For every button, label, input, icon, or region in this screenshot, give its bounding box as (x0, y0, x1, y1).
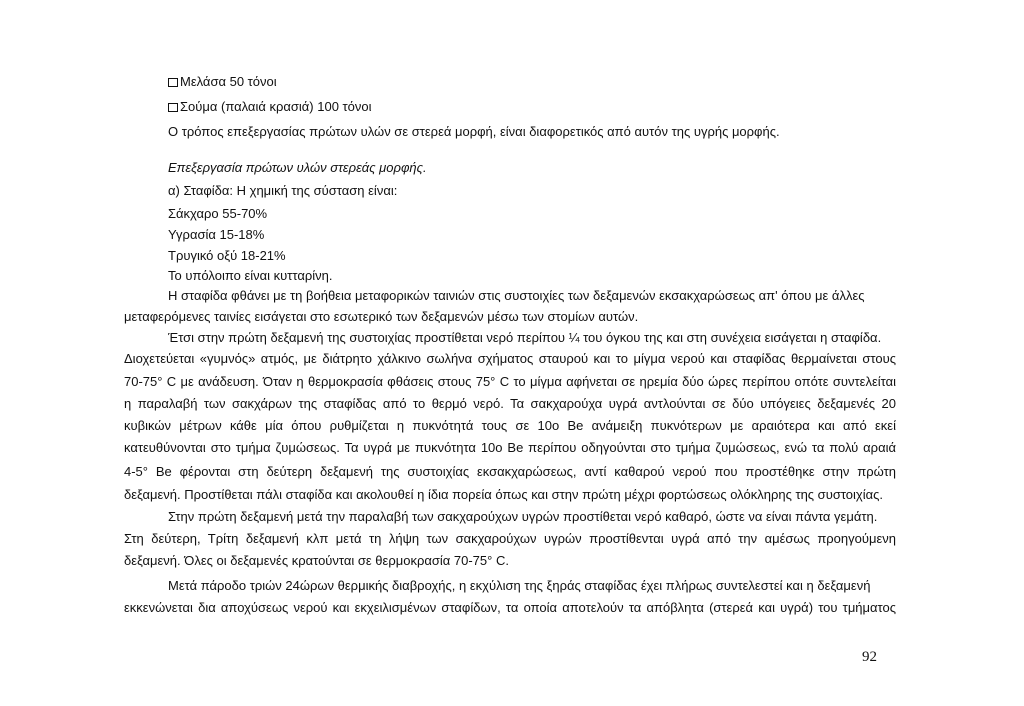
paragraph-line: Μετά πάροδο τριών 24ώρων θερμικής διαβροχής, η εκχύλιση της ξηράς σταφίδας έχει πλήρως συντελεστεί και η δεξαμενή (168, 578, 871, 593)
paragraph-line: Ο τρόπος επεξεργασίας πρώτων υλών σε στερεά μορφή, είναι διαφορετικός από αυτόν της υγρής μορφής. (168, 124, 780, 139)
section-heading: Επεξεργασία πρώτων υλών στερεάς μορφής. (168, 160, 427, 175)
bullet-item (168, 99, 940, 115)
paragraph-line: Στη δεύτερη, Τρίτη δεξαμενή κλπ μετά τη λήψη των σακχαρούχων υγρών προστίθενται υγρά από την αμέσως προηγούμενη (124, 531, 896, 546)
paragraph-line: η παραλαβή των σακχάρων της σταφίδας από το θερμό νερό. Τα σακχαρούχα υγρά αντλούνται σε δύο υπόγειες δεξαμενές 20 (124, 396, 896, 411)
paragraph-line: εκκενώνεται δια αποχύσεως νερού και εκχειλισμένων σταφίδων, τα οποία αποτελούν τα απόβλητα (στερεά και υγρά) του τμήματος (124, 600, 896, 615)
paragraph-line: κατευθύνονται στο τμήμα ζυμώσεως. Τα υγρά με πυκνότητα 10ο Be περίπου οδηγούνται στο τμήμα ζυμώσεως, ενώ τα πολύ αραιά (124, 440, 896, 455)
list-line: Σάκχαρο 55-70% (168, 206, 268, 221)
bullet-item (168, 74, 940, 90)
paragraph-line: 70-75° C με ανάδευση. Όταν η θερμοκρασία φθάσεις στους 75° C το μίγμα αφήνεται σε ηρεμία δύο ώρες περίπου οπότε συντελείται (124, 374, 896, 389)
paragraph-line: κυβικών μέτρων κάθε μία όπου ρυθμίζεται η πυκνότητά τους σε 10ο Be ανάμειξη πυκνότερων με αραιότερα και από εκεί (124, 418, 896, 433)
checkbox-square-icon (168, 78, 178, 87)
bullet-text: Μελάσα 50 τόνοι (180, 74, 277, 89)
paragraph-line: Το υπόλοιπο είναι κυτταρίνη. (168, 268, 333, 283)
list-line: Τρυγικό οξύ 18-21% (168, 248, 286, 263)
checkbox-square-icon (168, 103, 178, 112)
paragraph-line: 4-5° Be φέρονται στη δεύτερη δεξαμενή της συστοιχίας εκσακχαρώσεως, αντί καθαρού νερού που προστέθηκε στην πρώτη (124, 464, 896, 479)
paragraph-line: α) Σταφίδα: Η χημική της σύσταση είναι: (168, 183, 398, 198)
paragraph-line: δεξαμενή. Προστίθεται πάλι σταφίδα και ακολουθεί η ίδια πορεία όπως και στην πρώτη μέχρι φορτώσεως ολόκληρης της συστοιχίας. (124, 487, 884, 502)
paragraph-line: Η σταφίδα φθάνει με τη βοήθεια μεταφορικών ταινιών στις συστοιχίες των δεξαμενών εκσακχαρώσεως απ' όπου με άλλες (168, 288, 865, 303)
paragraph-line: Έτσι στην πρώτη δεξαμενή της συστοιχίας προστίθεται νερό περίπου ¼ του όγκου της και στη συνέχεια εισάγεται η σταφίδα. (168, 330, 882, 345)
bullet-text: Σούμα (παλαιά κρασιά) 100 τόνοι (180, 99, 372, 114)
paragraph-line: Διοχετεύεται «γυμνός» ατμός, με διάτρητο χάλκινο σωλήνα σχήματος σταυρού και το μίγμα νερού και σταφίδας θερμαίνεται στους (124, 351, 896, 366)
page-number: 92 (862, 649, 877, 665)
paragraph-line: δεξαμενή. Όλες οι δεξαμενές κρατούνται σε θερμοκρασία 70-75° C. (124, 553, 509, 568)
paragraph-line: μεταφερόμενες ταινίες εισάγεται στο εσωτερικό των δεξαμενών μέσω των στομίων αυτών. (124, 309, 639, 324)
paragraph-line: Στην πρώτη δεξαμενή μετά την παραλαβή των σακχαρούχων υγρών προστίθεται νερό καθαρό, ώστε να είναι πάντα γεμάτη. (168, 509, 878, 524)
list-line: Υγρασία 15-18% (168, 227, 265, 242)
